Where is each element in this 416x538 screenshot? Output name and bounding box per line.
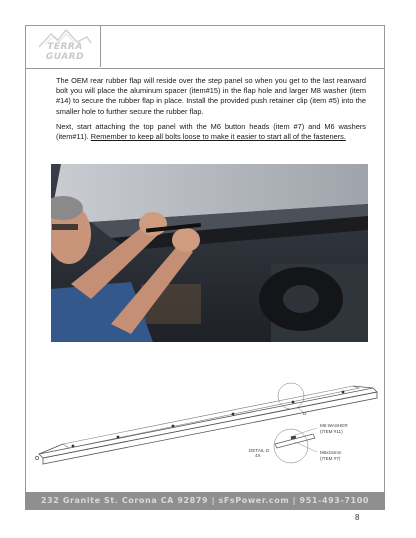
washer-label-line-1: M6 WASHER	[320, 423, 348, 428]
instruction-paragraph-2	[56, 122, 366, 142]
instruction-paragraph-1: The OEM rear rubber flap will reside over the step panel so when you get to the last rearward bolt you will place the aluminum spacer (item#15) in the flap hole and larger M8 washer (item #14) to secure the rubber flap in place. Install the provided push retainer clip (item #5) into the smaller hole to further secure the rubber flap.	[56, 76, 366, 116]
logo	[25, 25, 101, 67]
paragraph-2-warning: Remember to keep all bolts loose to make it easier to start all of the fasteners.	[90, 132, 346, 142]
installation-photo	[51, 164, 368, 342]
detail-label-line-1: DETAIL D	[249, 448, 270, 453]
logo-word-bottom: GUARD	[45, 52, 85, 62]
header-row	[25, 25, 385, 69]
assembly-diagram	[33, 372, 383, 472]
detail-label-line-2: 4X	[255, 453, 261, 458]
washer-label-line-2: (ITEM #11)	[320, 429, 343, 434]
callout-d: D	[303, 411, 307, 416]
installation-photo-drawing	[51, 164, 368, 342]
footer-address: 232 Granite St. Corona CA 92879 | sFsPower.com | 951-493-7100	[40, 496, 370, 505]
bolt-label-line-1: M6x15mm	[320, 450, 342, 455]
bolt-label-line-2: (ITEM #7)	[320, 456, 341, 461]
footer-bar	[25, 492, 385, 510]
paragraph-2-lead: Next, start attaching the top panel with the M6 button heads (item #7) and M6 washers (item#11).	[56, 122, 366, 142]
page-number: 8	[355, 513, 360, 522]
logo-word-top: TERRA	[47, 42, 83, 52]
